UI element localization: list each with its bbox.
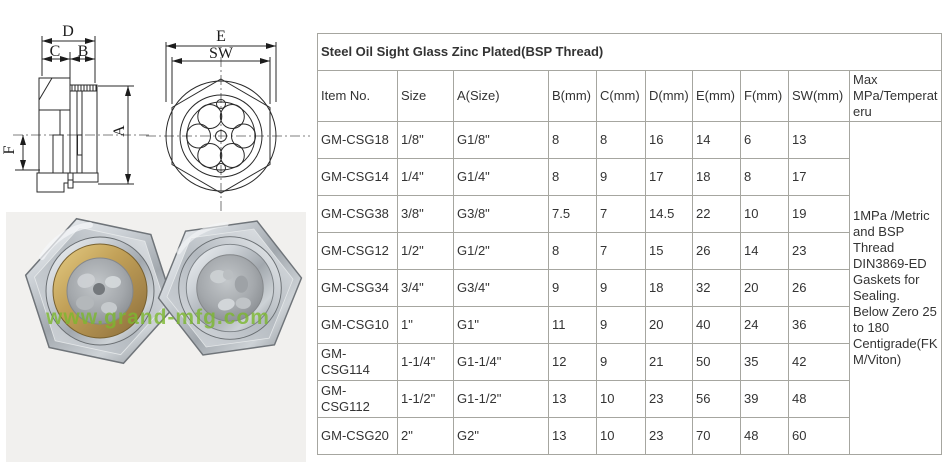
table-cell: 9: [549, 270, 597, 307]
col-header-f-mm: F(mm): [741, 71, 789, 122]
table-cell: 10: [597, 381, 646, 418]
table-cell: 13: [549, 381, 597, 418]
table-cell: G1": [454, 307, 549, 344]
table-cell: 1-1/2": [398, 381, 454, 418]
table-cell: 48: [789, 381, 850, 418]
table-cell: 9: [597, 307, 646, 344]
table-cell: 40: [693, 307, 741, 344]
table-header-row: [318, 71, 942, 122]
table-cell: 9: [597, 344, 646, 381]
table-cell: 48: [741, 418, 789, 455]
table-cell: 15: [646, 233, 693, 270]
col-header-max-mpa: Max MPa/Temperateru: [850, 71, 942, 122]
table-cell: 7: [597, 196, 646, 233]
table-cell: 9: [597, 159, 646, 196]
table-cell: 21: [646, 344, 693, 381]
table-cell: 26: [789, 270, 850, 307]
front-view-drawing: [146, 28, 310, 214]
table-cell: 12: [549, 344, 597, 381]
table-cell: G1/8": [454, 122, 549, 159]
table-cell: GM-CSG34: [318, 270, 398, 307]
table-cell: 17: [789, 159, 850, 196]
table-cell: 23: [789, 233, 850, 270]
table-cell: 8: [549, 233, 597, 270]
table-cell: 1/4": [398, 159, 454, 196]
table-cell: G1/2": [454, 233, 549, 270]
dim-label-f: F: [1, 145, 18, 155]
table-cell: G1/4": [454, 159, 549, 196]
table-cell: G3/8": [454, 196, 549, 233]
table-cell: 50: [693, 344, 741, 381]
table-cell: 39: [741, 381, 789, 418]
table-row: [318, 196, 942, 233]
table-cell: 18: [693, 159, 741, 196]
table-cell: 11: [549, 307, 597, 344]
table-cell: 1/2": [398, 233, 454, 270]
table-cell: 56: [693, 381, 741, 418]
dim-label-b: B: [77, 43, 89, 60]
table-cell: 14.5: [646, 196, 693, 233]
dim-label-a: A: [111, 125, 128, 137]
table-cell: 3/4": [398, 270, 454, 307]
table-cell: 3/8": [398, 196, 454, 233]
table-cell: 16: [646, 122, 693, 159]
table-row: [318, 270, 942, 307]
table-row: [318, 307, 942, 344]
table-cell: GM-CSG20: [318, 418, 398, 455]
table-cell: GM-CSG10: [318, 307, 398, 344]
table-cell: 14: [693, 122, 741, 159]
dim-label-e: E: [216, 28, 226, 45]
table-cell: 7: [597, 233, 646, 270]
table-cell: G2": [454, 418, 549, 455]
table-cell: 10: [741, 196, 789, 233]
table-cell: GM-CSG38: [318, 196, 398, 233]
table-cell: 22: [693, 196, 741, 233]
table-cell: G1-1/2": [454, 381, 549, 418]
table-cell: 20: [646, 307, 693, 344]
dimension-c-b: [42, 43, 95, 83]
col-header-a-size: A(Size): [454, 71, 549, 122]
watermark-text: www.grand-mfg.com: [46, 306, 270, 329]
table-cell: 32: [693, 270, 741, 307]
table-cell: 8: [741, 159, 789, 196]
table-title-row: [318, 34, 942, 71]
col-header-e-mm: E(mm): [693, 71, 741, 122]
table-cell: 13: [549, 418, 597, 455]
page-title: Steel Oil Sight Glass Zinc Plated(BSP Thread): [318, 34, 942, 71]
col-header-d-mm: D(mm): [646, 71, 693, 122]
dim-label-sw: SW: [209, 45, 233, 62]
table-cell: 42: [789, 344, 850, 381]
table-cell: 8: [549, 122, 597, 159]
col-header-item-no: Item No.: [318, 71, 398, 122]
spec-table-container: [317, 33, 942, 455]
technical-drawing: [0, 0, 316, 215]
table-cell: G3/4": [454, 270, 549, 307]
table-cell: G1-1/4": [454, 344, 549, 381]
side-view-drawing: [1, 23, 150, 192]
table-cell: 26: [693, 233, 741, 270]
product-photo: [6, 212, 306, 462]
table-cell: 23: [646, 418, 693, 455]
table-cell: 7.5: [549, 196, 597, 233]
table-cell: 8: [549, 159, 597, 196]
table-cell: GM-CSG114: [318, 344, 398, 381]
table-cell: 23: [646, 381, 693, 418]
table-cell: 14: [741, 233, 789, 270]
table-cell: GM-CSG112: [318, 381, 398, 418]
dimension-f: [1, 135, 40, 170]
table-cell: 6: [741, 122, 789, 159]
table-cell: GM-CSG14: [318, 159, 398, 196]
table-body: [318, 122, 942, 455]
table-row: [318, 159, 942, 196]
table-cell: 24: [741, 307, 789, 344]
col-header-size: Size: [398, 71, 454, 122]
table-cell: 10: [597, 418, 646, 455]
table-row: [318, 381, 942, 418]
table-row: [318, 344, 942, 381]
table-notes-cell: 1MPa /Metric and BSP Thread DIN3869-ED Gaskets for Sealing. Below Zero 25 to 180 Centigrade(FKM/Viton): [850, 122, 942, 455]
table-cell: 1-1/4": [398, 344, 454, 381]
table-cell: 13: [789, 122, 850, 159]
table-cell: 60: [789, 418, 850, 455]
table-row: [318, 122, 942, 159]
dim-label-c: C: [49, 43, 61, 60]
table-cell: 17: [646, 159, 693, 196]
table-cell: 1": [398, 307, 454, 344]
table-cell: 2": [398, 418, 454, 455]
table-cell: GM-CSG12: [318, 233, 398, 270]
table-row: [318, 233, 942, 270]
table-cell: 1/8": [398, 122, 454, 159]
table-cell: 20: [741, 270, 789, 307]
table-cell: 35: [741, 344, 789, 381]
col-header-c-mm: C(mm): [597, 71, 646, 122]
table-cell: 8: [597, 122, 646, 159]
table-cell: 9: [597, 270, 646, 307]
table-cell: 36: [789, 307, 850, 344]
section-hatch: [37, 135, 98, 192]
dim-label-d: D: [62, 23, 74, 40]
col-header-b-mm: B(mm): [549, 71, 597, 122]
col-header-sw-mm: SW(mm): [789, 71, 850, 122]
spec-table: [317, 33, 942, 455]
table-cell: 19: [789, 196, 850, 233]
table-cell: 70: [693, 418, 741, 455]
table-cell: GM-CSG18: [318, 122, 398, 159]
table-cell: 18: [646, 270, 693, 307]
table-row: [318, 418, 942, 455]
